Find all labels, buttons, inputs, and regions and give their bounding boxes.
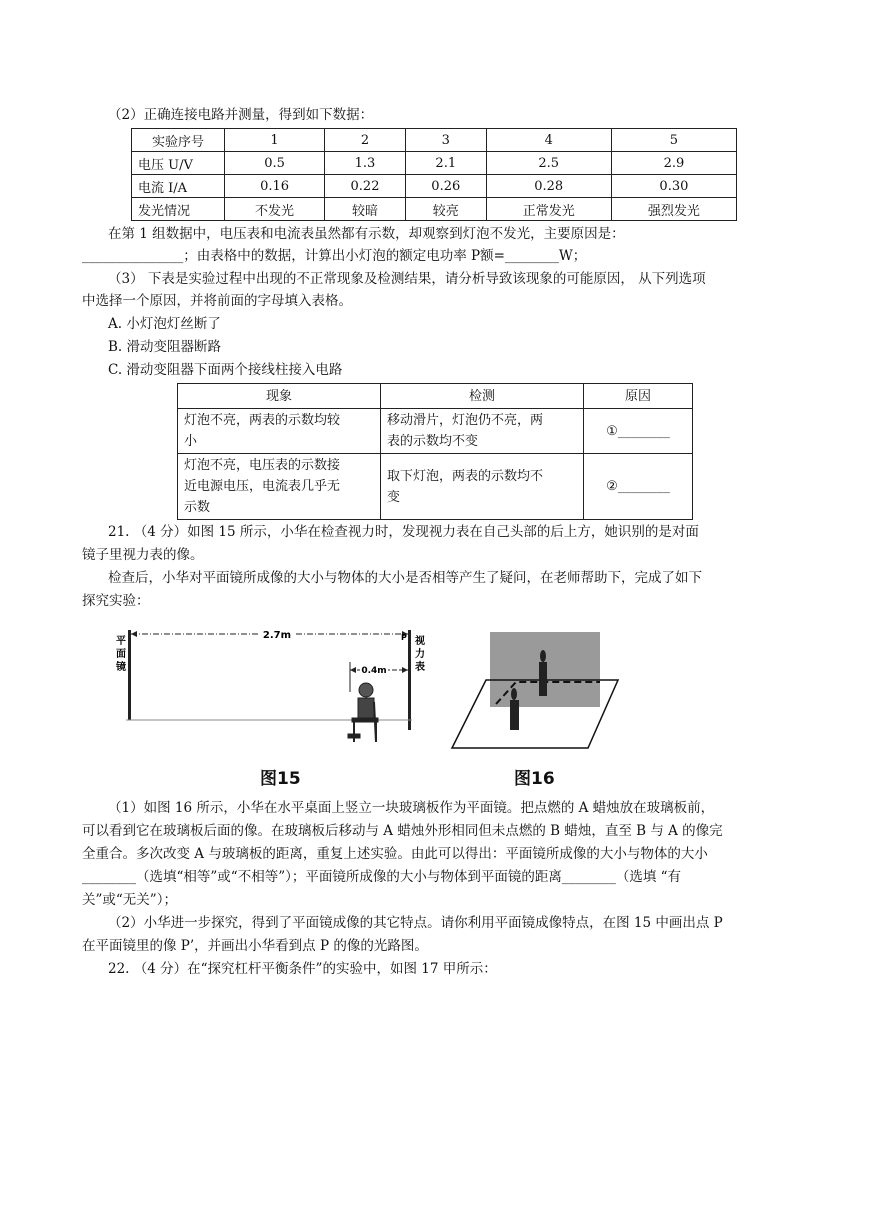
figure-16-caption: 图16 [514, 769, 555, 789]
q22-line: 22. （4 分）在“探究杠杆平衡条件”的实验中，如图 17 甲所示： [108, 961, 497, 977]
table-row [178, 409, 693, 454]
table-row [178, 384, 693, 409]
cell-text: 取下灯泡，两表的示数均不 [387, 468, 544, 484]
table-row [132, 175, 737, 198]
table-cell: 发光情况 [132, 198, 225, 221]
cell-text: 灯泡不亮，两表的示数均较 [184, 413, 341, 428]
table-cell: 2.5 [486, 152, 611, 175]
table-cell: 0.30 [611, 175, 736, 198]
option-a: A. 小灯泡灯丝断了 [108, 316, 221, 332]
chart-label: 视 力 表 [415, 636, 425, 673]
table-cell: 0.16 [225, 175, 325, 198]
distance-total-label: 2.7m [262, 630, 292, 641]
table-row [132, 129, 737, 152]
table-cell: 5 [611, 129, 736, 152]
figure-15-caption: 图15 [260, 769, 301, 789]
q21-line3: 检查后，小华对平面镜所成像的大小与物体的大小是否相等产生了疑问，在老师帮助下，完成了如下 [108, 570, 702, 586]
data-table [131, 128, 737, 221]
table-header: 现象 [178, 384, 381, 409]
p1-line2: 可以看到它在玻璃板后面的像。在玻璃板后移动与 A 蜡烛外形相同但未点燃的 B 蜡烛，直至 B 与 A 的像完 [82, 823, 723, 839]
cell-text: 示数 [184, 500, 211, 515]
table-cell: 实验序号 [132, 129, 225, 152]
table-cell: 正常发光 [486, 198, 611, 221]
q2-text-line2: _______________；由表格中的数据，计算出小灯泡的额定电功率 P额=________W； [82, 248, 587, 264]
table-cell: 强烈发光 [611, 198, 736, 221]
p1-line1: （1）如图 16 所示，小华在水平桌面上竖立一块玻璃板作为平面镜。把点燃的 A 蜡烛放在玻璃板前， [108, 800, 715, 816]
table-cell [178, 454, 381, 520]
cell-text: 灯泡不亮，电压表的示数接 [184, 458, 341, 473]
table-row [132, 198, 737, 221]
table-cell: 2 [325, 129, 406, 152]
table-cell [381, 454, 584, 520]
fault-table [177, 383, 693, 520]
figure-16-candle-experiment [448, 622, 623, 762]
table-header: 检测 [381, 384, 584, 409]
table-row [178, 454, 693, 520]
table-cell: 1 [225, 129, 325, 152]
table-cell: 0.22 [325, 175, 406, 198]
table-cell: 4 [486, 129, 611, 152]
q3-text-line1: （3） 下表是实验过程中出现的不正常现象及检测结果，请分析导致该现象的可能原因， 从下列选项 [108, 271, 706, 287]
table-cell: 电压 U/V [132, 152, 225, 175]
cell-text: 小 [184, 434, 198, 449]
table-cell: 0.28 [486, 175, 611, 198]
cell-text: 近电源电压，电流表几乎无 [184, 479, 341, 494]
q21-line2: 镜子里视力表的像。 [82, 547, 204, 563]
point-p-label: P [401, 633, 407, 642]
mirror-label: 平 面 镜 [116, 636, 126, 673]
p1-line3: 全重合。多次改变 A 与玻璃板的距离，重复上述实验。由此可以得出：平面镜所成像的大小与物体的大小 [82, 846, 708, 862]
answer-blank-2[interactable]: ②________ [584, 454, 693, 520]
q21-line4: 探究实验： [82, 593, 150, 609]
table-cell: 较亮 [405, 198, 486, 221]
distance-small-label: 0.4m [361, 666, 387, 676]
q21-line1: 21. （4 分）如图 15 所示，小华在检查视力时，发现视力表在自己头部的后上方，她识别的是对面 [108, 524, 699, 540]
cell-text: 变 [387, 489, 401, 505]
answer-blank-1[interactable]: ①________ [584, 409, 693, 454]
table-cell: 电流 I/A [132, 175, 225, 198]
option-b: B. 滑动变阻器断路 [108, 339, 222, 355]
q3-text-line2: 中选择一个原因，并将前面的字母填入表格。 [82, 293, 352, 309]
p2-line1: （2）小华进一步探究，得到了平面镜成像的其它特点。请你利用平面镜成像特点，在图 15 中画出点 P [108, 915, 723, 931]
table-cell [178, 409, 381, 454]
girl-icon [348, 683, 378, 742]
option-c: C. 滑动变阻器下面两个接线柱接入电路 [108, 362, 343, 378]
table-cell: 0.26 [405, 175, 486, 198]
cell-text: 表的示数均不变 [387, 434, 479, 449]
figure-15-eye-test [112, 622, 432, 762]
table-cell: 1.3 [325, 152, 406, 175]
table-cell: 不发光 [225, 198, 325, 221]
p1-line4: ________（选填“相等”或“不相等”）；平面镜所成像的大小与物体到平面镜的距离________（选填 “有 [82, 869, 682, 885]
table-cell: 3 [405, 129, 486, 152]
table-cell: 2.1 [405, 152, 486, 175]
table-row [132, 152, 737, 175]
p2-line2: 在平面镜里的像 P’，并画出小华看到点 P 的像的光路图。 [82, 938, 428, 954]
cell-text: 移动滑片，灯泡仍不亮，两 [387, 413, 544, 428]
chart-bar [408, 630, 411, 730]
table-cell: 0.5 [225, 152, 325, 175]
candle-b-icon [539, 650, 547, 696]
q2-intro: （2）正确连接电路并测量，得到如下数据： [108, 107, 374, 123]
table-header: 原因 [584, 384, 693, 409]
q2-text-line1: 在第 1 组数据中，电压表和电流表虽然都有示数，却观察到灯泡不发光，主要原因是： [108, 226, 625, 242]
p1-line5: 关”或“无关”）； [82, 892, 177, 908]
table-cell: 较暗 [325, 198, 406, 221]
table-cell [381, 409, 584, 454]
table-cell: 2.9 [611, 152, 736, 175]
